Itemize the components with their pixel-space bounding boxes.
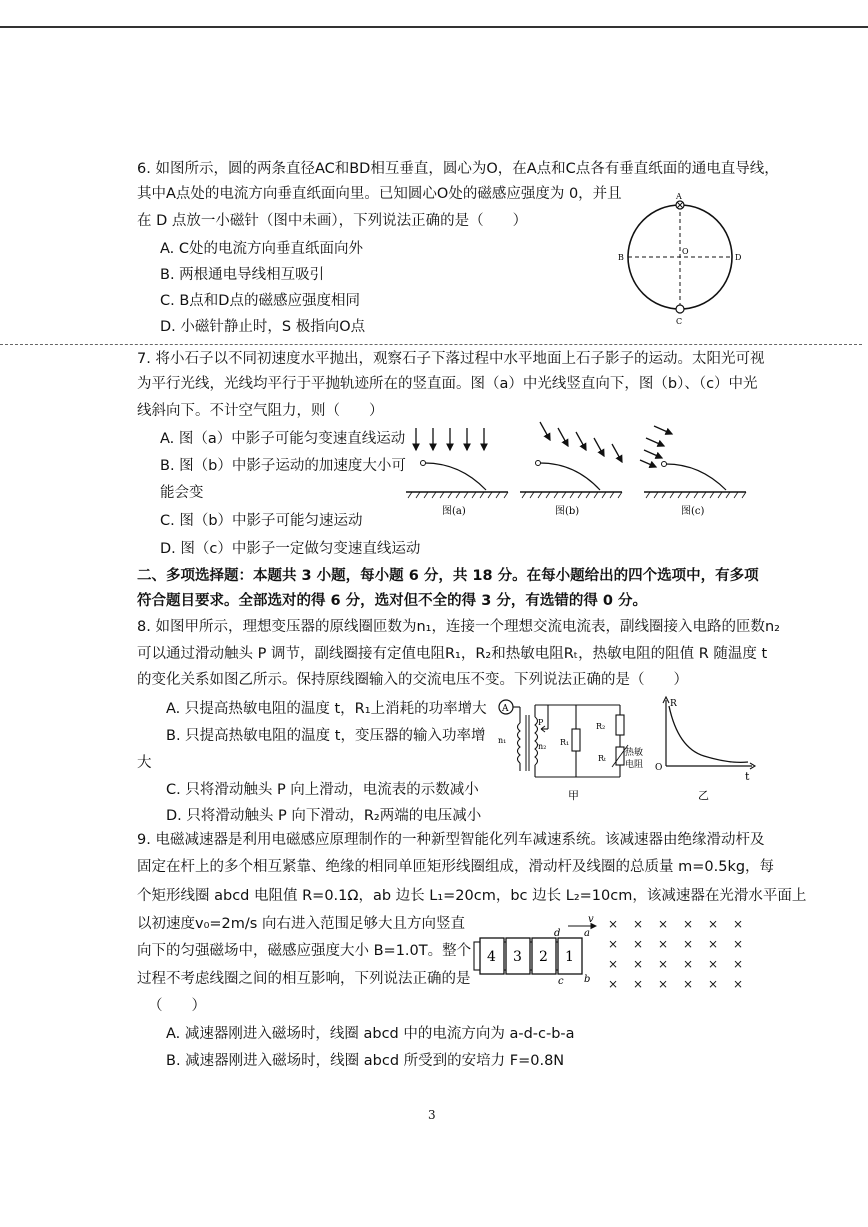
label-o: O: [682, 247, 689, 256]
label-c: C: [676, 317, 683, 326]
svg-text:×: ×: [733, 977, 744, 991]
ammeter-icon: A: [502, 704, 509, 714]
q8-line-3: 的变化关系如图乙所示。保持原线圈输入的交流电压不变。下列说法正确的是（ ）: [137, 672, 688, 688]
separator-q6-q7: [0, 344, 862, 345]
label-d: D: [735, 253, 742, 262]
svg-text:×: ×: [633, 977, 644, 991]
q7-shadow-figures: [400, 418, 750, 526]
q8-rt-graph: [654, 692, 760, 808]
axis-t-label: t: [745, 770, 750, 783]
coil-number-2: 2: [539, 949, 548, 965]
svg-text:×: ×: [708, 937, 719, 951]
svg-text:×: ×: [633, 937, 644, 951]
svg-text:×: ×: [683, 937, 694, 951]
svg-text:×: ×: [658, 917, 669, 931]
svg-text:×: ×: [658, 957, 669, 971]
axis-r-label: R: [670, 699, 677, 709]
section2-line-1: 二、多项选择题：本题共 3 小题，每小题 6 分，共 18 分。在每小题给出的四个选项中，有多项: [137, 568, 759, 584]
svg-text:×: ×: [733, 957, 744, 971]
caption-b: 图(b): [555, 506, 580, 517]
q9-option-a: A. 减速器刚进入磁场时，线圈 abcd 中的电流方向为 a-d-c-b-a: [166, 1026, 575, 1042]
q7-line-3: 线斜向下。不计空气阻力，则（ ）: [137, 403, 384, 419]
label-r2: R₂: [596, 722, 606, 731]
q7-option-b-cont: 能会变: [160, 485, 204, 501]
svg-text:×: ×: [708, 977, 719, 991]
label-b: B: [618, 253, 624, 262]
label-a: a: [584, 928, 590, 939]
section2-line-2: 符合题目要求。全部选对的得 6 分，选对但不全的得 3 分，有选错的得 0 分。: [137, 593, 648, 609]
q9-option-b: B. 减速器刚进入磁场时，线圈 abcd 所受到的安培力 F=0.8N: [166, 1053, 565, 1069]
q8-option-b-cont: 大: [137, 755, 152, 771]
caption-yi: 乙: [698, 789, 709, 802]
q9-line-1: 9. 电磁减速器是利用电磁感应原理制作的一种新型智能化列车减速系统。该减速器由绝缘滑动杆及: [137, 832, 765, 848]
q9-line-5: 向下的匀强磁场中，磁感应强度大小 B=1.0T。整个: [137, 943, 472, 959]
svg-text:×: ×: [708, 957, 719, 971]
label-v: v: [588, 914, 594, 925]
caption-jia: 甲: [568, 789, 579, 802]
label-n2: n₂: [538, 742, 547, 751]
figure-c: [640, 426, 746, 517]
q7-option-a: A. 图（a）中影子可能匀变速直线运动: [160, 431, 406, 447]
q8-line-1: 8. 如图甲所示，理想变压器的原线圈匝数为n₁，连接一个理想交流电流表，副线圈接入电路的匝数n₂: [137, 619, 780, 635]
q8-option-a: A. 只提高热敏电阻的温度 t，R₁上消耗的功率增大: [166, 701, 487, 717]
svg-text:×: ×: [608, 957, 619, 971]
q6-option-a: A. C处的电流方向垂直纸面向外: [160, 241, 364, 257]
label-thermistor-2: 电阻: [625, 760, 644, 770]
svg-text:×: ×: [658, 977, 669, 991]
coil-number-3: 3: [513, 949, 522, 965]
caption-c: 图(c): [681, 506, 705, 517]
q7-option-b: B. 图（b）中影子运动的加速度大小可: [160, 458, 406, 474]
svg-text:×: ×: [633, 917, 644, 931]
q7-option-c: C. 图（b）中影子可能匀速运动: [160, 513, 363, 529]
coil-number-1: 1: [565, 949, 574, 965]
q9-line-7: （ ）: [148, 998, 206, 1014]
q6-option-d: D. 小磁针静止时，S 极指向O点: [160, 319, 366, 335]
figure-b: [520, 422, 622, 517]
caption-a: 图(a): [442, 506, 466, 517]
label-b: b: [584, 974, 591, 985]
q8-transformer-figure: [488, 695, 654, 805]
label-r1: R₁: [560, 738, 570, 747]
svg-text:×: ×: [608, 917, 619, 931]
svg-text:×: ×: [733, 917, 744, 931]
q8-line-2: 可以通过滑动触头 P 调节，副线圈接有定值电阻R₁，R₂和热敏电阻Rₜ，热敏电阻的阻值 R 随温度 t: [137, 646, 768, 662]
svg-text:×: ×: [708, 917, 719, 931]
q6-line-1: 6. 如图所示，圆的两条直径AC和BD相互垂直，圆心为O，在A点和C点各有垂直纸面的通电直导线，: [137, 161, 779, 177]
magnetic-field-crosses: [608, 917, 743, 991]
q7-option-d: D. 图（c）中影子一定做匀变速直线运动: [160, 541, 421, 557]
figure-a: [406, 428, 508, 517]
top-rule: [0, 26, 868, 28]
svg-text:×: ×: [608, 977, 619, 991]
label-thermistor-1: 热敏: [625, 748, 644, 758]
q9-line-3: 个矩形线圈 abcd 电阻值 R=0.1Ω，ab 边长 L₁=20cm，bc 边长 L₂=10cm，该减速器在光滑水平面上: [137, 888, 807, 904]
svg-text:×: ×: [658, 937, 669, 951]
q9-line-2: 固定在杆上的多个相互紧靠、绝缘的相同单匝矩形线圈组成，滑动杆及线圈的总质量 m=0.5kg，每: [137, 859, 775, 875]
q9-decelerator-figure: [468, 912, 758, 996]
svg-text:×: ×: [633, 957, 644, 971]
q6-option-b: B. 两根通电导线相互吸引: [160, 267, 325, 283]
label-c: c: [558, 976, 564, 987]
svg-text:×: ×: [608, 937, 619, 951]
q8-option-c: C. 只将滑动触头 P 向上滑动，电流表的示数减小: [166, 782, 479, 798]
svg-text:×: ×: [683, 977, 694, 991]
q7-line-1: 7. 将小石子以不同初速度水平抛出，观察石子下落过程中水平地面上石子影子的运动。太阳光可视: [137, 351, 765, 367]
q8-option-b: B. 只提高热敏电阻的温度 t，变压器的输入功率增: [166, 728, 486, 744]
q9-line-4: 以初速度v₀=2m/s 向右进入范围足够大且方向竖直: [137, 916, 465, 932]
q7-line-2: 为平行光线，光线均平行于平抛轨迹所在的竖直面。图（a）中光线竖直向下，图（b）、（c）中光: [137, 376, 758, 392]
label-d: d: [554, 928, 561, 939]
svg-text:×: ×: [683, 957, 694, 971]
svg-text:×: ×: [683, 917, 694, 931]
coil-number-4: 4: [487, 949, 496, 965]
svg-text:×: ×: [733, 937, 744, 951]
label-rt: Rₜ: [598, 754, 606, 763]
q8-option-d: D. 只将滑动触头 P 向下滑动，R₂两端的电压减小: [166, 808, 482, 824]
label-n1: n₁: [498, 736, 507, 745]
q6-circle-figure: [608, 192, 758, 332]
q6-line-2: 其中A点处的电流方向垂直纸面向里。已知圆心O处的磁感应强度为 0，并且: [137, 186, 622, 202]
q6-option-c: C. B点和D点的磁感应强度相同: [160, 293, 360, 309]
q6-line-3: 在 D 点放一小磁针（图中未画），下列说法正确的是（ ）: [137, 213, 528, 229]
label-p: P: [538, 718, 544, 727]
page-number: 3: [428, 1108, 436, 1122]
origin-label: O: [655, 763, 663, 773]
q9-line-6: 过程不考虑线圈之间的相互影响，下列说法正确的是: [137, 971, 471, 987]
label-a: A: [676, 192, 682, 201]
